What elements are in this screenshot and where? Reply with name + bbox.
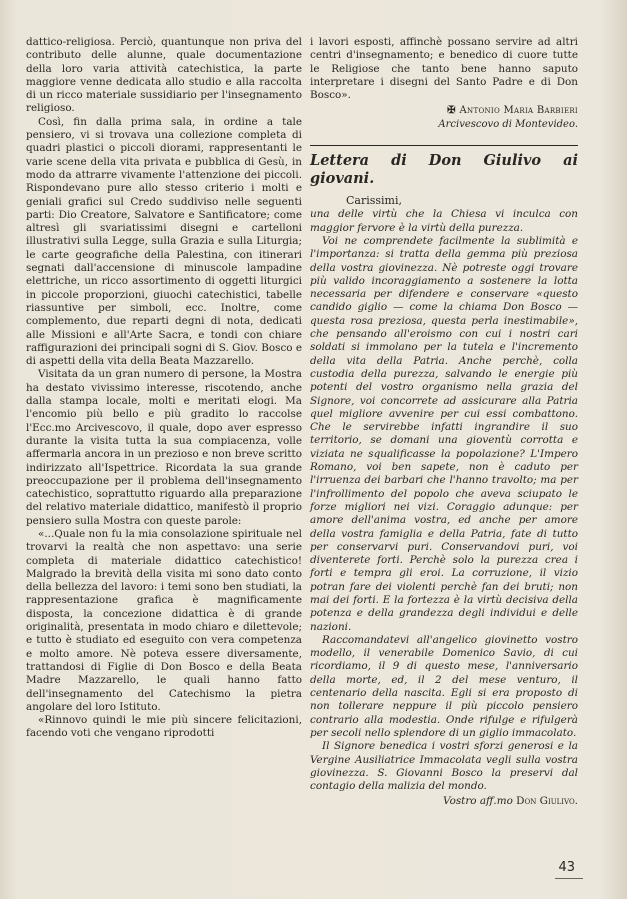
- letter-paragraph-intro: una delle virtù che la Chiesa vi inculca con maggior fervore è la virtù della purezza.: [310, 208, 578, 234]
- quote-conclusion: i lavori esposti, affinchè possano servire ad altri centri d'insegnamento; e benedico di cuore tutte le Religiose che tanto bene hanno saputo interpretare i disegni del Santo Padre e di Don Bosco».: [310, 36, 578, 102]
- paragraph-exhibition-description: Così, fin dalla prima sala, in ordine a tale pensiero, vi si trovava una collezione completa di quadri plastici o piccoli diorami, rappresentanti le varie scene della vita privata e pubblica di Gesù, in modo da attrarre vivamente l'attenzione dei piccoli. Rispondevano pure allo stesso criterio i molti e geniali grafici sul Credo suddiviso nelle seguenti parti: Dio Creatore, Salvatore e Santificatore; come altresì gli svariatissimi disegni e cartelloni illustrativi sulla Legge, sulla Grazia e sulla Liturgia; le carte geografiche della Palestina, con itinerari segnati dall'accensione di minuscole lampadine elettriche, un ricco assortimento di oggetti liturgici in piccole proporzioni, giuochi catechistici, tabelle riassuntive per simboli, ecc. Inoltre, come complemento, due reparti degni di nota, dedicati alle Missioni e all'Arte Sacra, e tondi con chiare raffigurazioni dei principali sogni di S. Giov. Bosco e di aspetti della vita della Beata Mazzarello.: [26, 115, 302, 368]
- paragraph-archbishop-quote-continued: «Rinnovo quindi le mie più sincere felicitazioni, facendo voti che vengano riprodotti: [26, 714, 302, 740]
- left-column: [26, 36, 302, 741]
- right-column: [310, 36, 578, 809]
- page-number: 43: [558, 860, 575, 875]
- signature-role: Arcivescovo di Montevideo.: [438, 118, 578, 130]
- letter-title: Lettera di Don Giulivo ai giovani.: [310, 145, 578, 188]
- paragraph-archbishop-quote: «...Quale non fu la mia consolazione spirituale nel trovarvi la realtà che non aspettavo: una serie completa di materiale didattico catechistico! Malgrado la brevità della visita mi sono dato conto della bellezza del lavoro: i temi sono ben studiati, la rappresentazione grafica è magnificamente disposta, la concezione didattica è di grande originalità, presentata in modo chiaro e dilettevole; e tutto è studiato ed eseguito con vera competenza e molto amore. Nè poteva essere diversamente, trattandosi di Figlie di Don Bosco e della Beata Madre Mazzarello, le quali hanno fatto dell'insegnamento del Catechismo la pietra angolare del loro Istituto.: [26, 527, 302, 713]
- letter-paragraph-savio: Raccomandatevi all'angelico giovinetto vostro modello, il venerabile Domenico Savio, di cui ricordiamo, il 9 di questo mese, l'anniversario della morte, ed, il 2 del mese venturo, il centenario della nascita. Egli si era proposto di non tollerare neppure il più piccolo pensiero contrario alla modestia. Onde rifulge e rifulgerà per secoli nello splendore di un giglio immacolato.: [310, 633, 578, 739]
- page-number-rule: [555, 878, 583, 879]
- signature-name: Antonio Maria Barbieri: [459, 105, 578, 117]
- paragraph-continuation: dattico-religiosa. Perciò, quantunque non priva del contributo delle alunne, quale documentazione della loro varia attività catechistica, la parte maggiore venne dedicata allo studio e alla raccolta di un ricco materiale sussidiario per l'insegnamento religioso.: [26, 36, 302, 115]
- closing-phrase: Vostro aff.mo: [443, 795, 513, 808]
- cross-icon: ✠: [447, 105, 456, 117]
- letter-closing: [310, 795, 578, 808]
- letter-body: [310, 208, 578, 793]
- letter-paragraph-purity: Voi ne comprendete facilmente la sublimità e l'importanza: si tratta della gemma più preziosa della vostra giovinezza. Nè potreste oggi trovare più valido incoraggiamento a sostenere la lotta necessaria per difendere e conservare «questo candido giglio — come la chiama Don Bosco — questa rosa preziosa, questa perla inestimabile», che pensando all'eroismo con cui i nostri cari soldati si immolano per la tutela e l'incremento della vita della Patria. Anche perchè, colla custodia della purezza, salvando le energie più potenti del vostro organismo nella grazia del Signore, voi concorrete ad assicurare alla Patria quel migliore avvenire per cui essi combattono. Che le servirebbe infatti ingrandire il suo territorio, se domani una gioventù corrotta e viziata ne squalificasse la popolazione? L'Impero Romano, voi ben sapete, non è caduto per l'irruenza dei barbari che l'hanno travolto; ma per l'infrollimento del popolo che aveva sciupato le forze migliori nei vizi. Coraggio adunque: per amore dell'anima vostra, ed anche per amore della vostra famiglia e della Patria, fate di tutto per conservarvi puri. Conservandovi puri, voi diventerete forti. Perchè solo la purezza crea i forti e tempra gli eroi. La corruzione, il vizio potran fare dei violenti perchè fan dei bruti; non mai dei forti. E la fortezza è la virtù decisiva della potenza e della grandezza degli individui e delle nazioni.: [310, 234, 578, 633]
- paragraph-archbishop-visit: Visitata da un gran numero di persone, la Mostra ha destato vivissimo interesse, riscotendo, anche dalla stampa locale, molti e meritati elogi. Ma l'encomio più bello e più gradito lo raccolse l'Ecc.mo Arcivescovo, il quale, dopo aver espresso durante la visita tutta la sua compiacenza, volle affermarla ancora in un prezioso e non breve scritto indirizzato all'Ispettrice. Ricordata la sua grande preoccupazione per il problema dell'insegnamento catechistico, soprattutto riguardo alla preparazione del relativo materiale didattico, manifestò il proprio pensiero sulla Mostra con queste parole:: [26, 368, 302, 527]
- closing-signature: Don Giulivo.: [516, 795, 578, 808]
- archbishop-signature: [310, 104, 578, 131]
- letter-paragraph-blessing: Il Signore benedica i vostri sforzi generosi e la Vergine Ausiliatrice Immacolata vegli sulla vostra giovinezza. S. Giovanni Bosco la preservi dal contagio della malizia del mondo.: [310, 740, 578, 793]
- letter-salutation: Carissimi,: [346, 194, 403, 208]
